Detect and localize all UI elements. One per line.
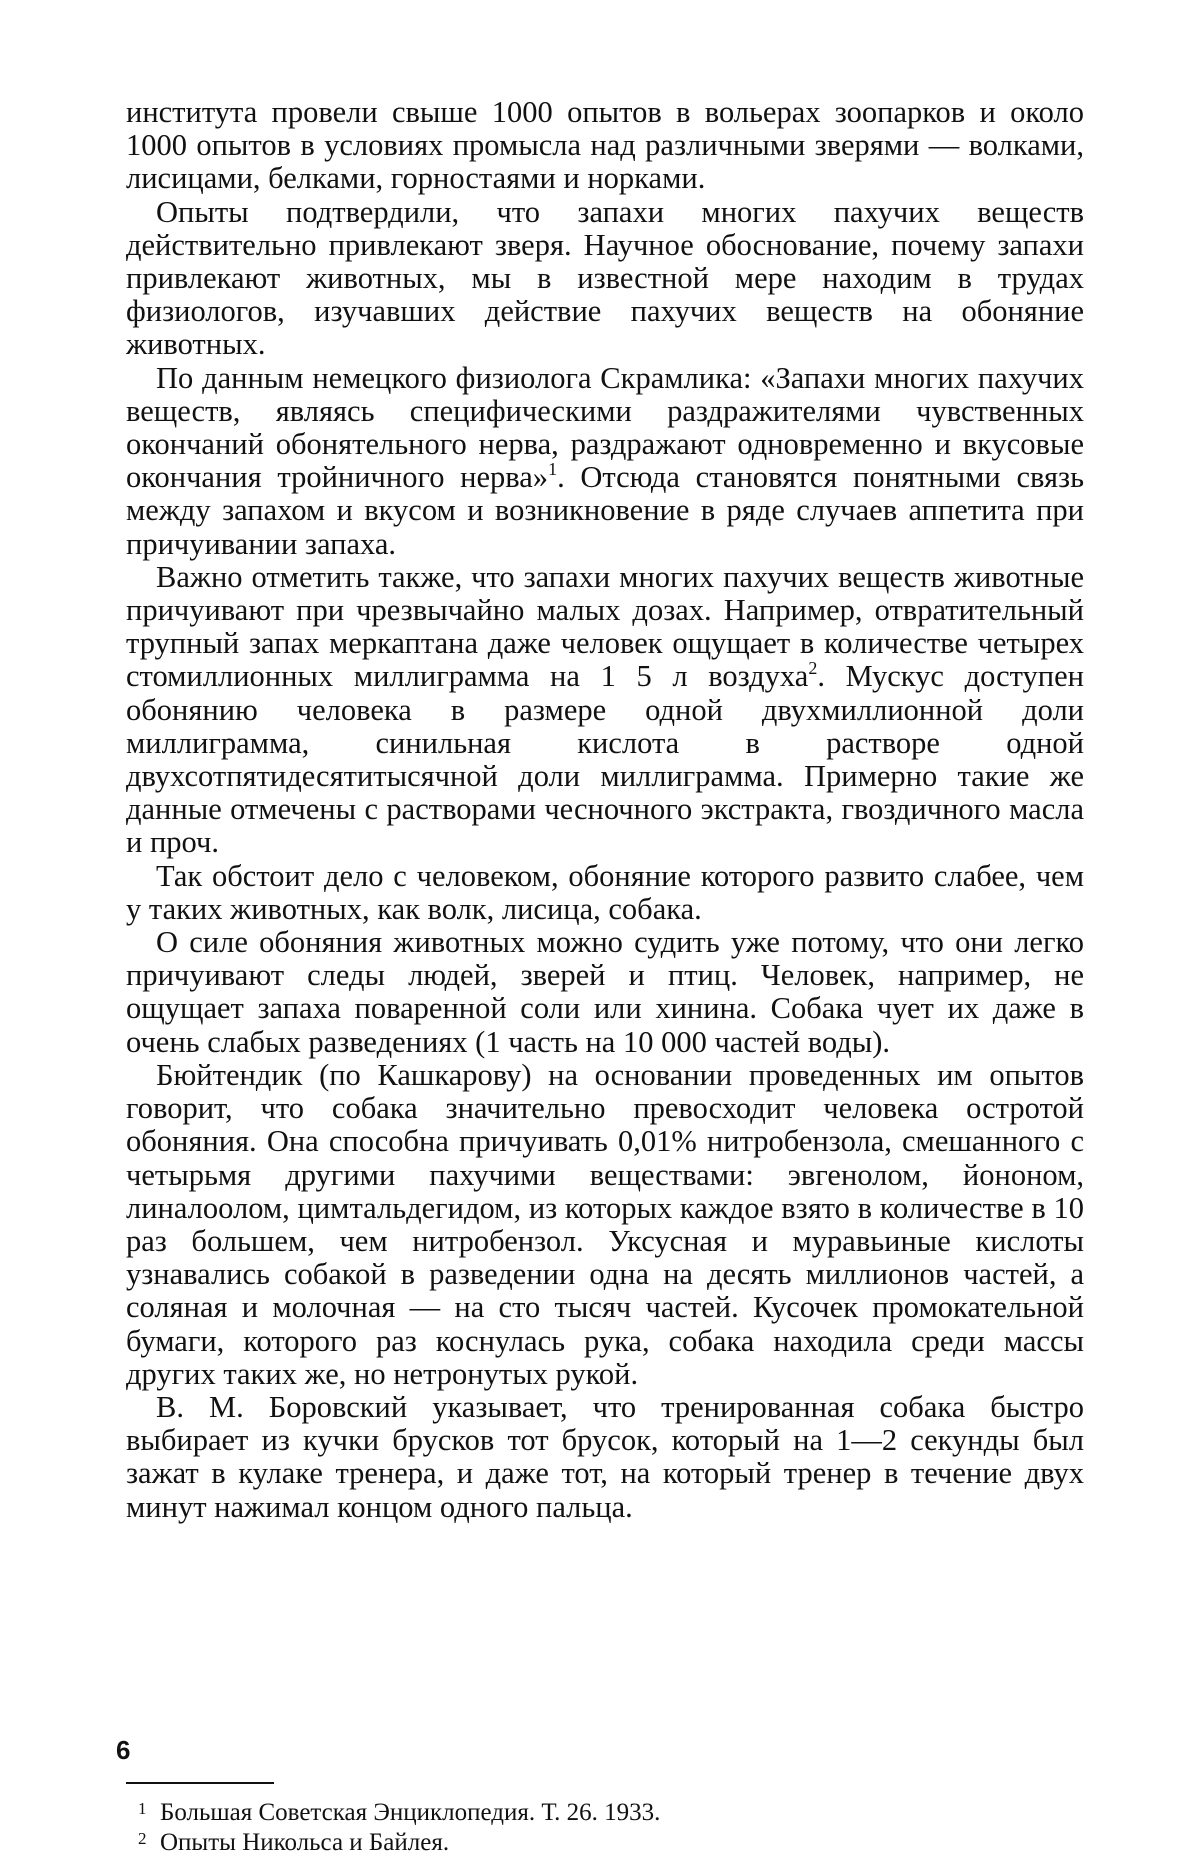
- paragraph-2: Опыты подтвердили, что запахи многих пахучих веществ действительно привлекают зверя. Научное обоснование, почему запахи привлекают животных, мы в известной мере находим в трудах физиологов, изучавших действие пахучих веществ на обоняние животных.: [126, 194, 1084, 362]
- paragraph-4-tail: . Мускус доступен обонянию человека в размере одной двухмиллионной доли миллиграмма, синильная кислота в растворе одной двухсотпятидесятитысячной доли миллиграмма. Примерно такие же данные отмечены с растворами чесночного экстракта, гвоздичного масла и проч.: [126, 659, 1084, 860]
- paragraph-5: Так обстоит дело с человеком, обоняние которого развито слабее, чем у таких животных, как волк, лисица, собака.: [126, 858, 1084, 926]
- page-body: [126, 96, 1084, 1524]
- footnotes: [126, 1798, 1086, 1858]
- paragraph-3-tail: . Отсюда становятся понятными связь между запахом и вкусом и возникновение в ряде случаев аппетита при причуивании запаха.: [126, 460, 1084, 561]
- paragraph-6: О силе обоняния животных можно судить уже потому, что они легко причуивают следы людей, зверей и птиц. Человек, например, не ощущает запаха поваренной соли или хинина. Собака чует их даже в очень слабых разведениях (1 часть на 10 000 частей воды).: [126, 925, 1084, 1059]
- paragraph-8: В. М. Боровский указывает, что тренированная собака быстро выбирает из кучки брусков тот брусок, который на 1—2 секунды был зажат в кулаке тренера, и даже тот, на который тренер в течение двух минут нажимал концом одного пальца.: [126, 1389, 1084, 1524]
- footnote-2: [138, 1828, 1086, 1858]
- footnote-2-text: Опыты Никольса и Байлея.: [160, 1829, 450, 1856]
- footnote-divider: [126, 1782, 274, 1784]
- footnote-1: [138, 1798, 1086, 1828]
- paragraph-3: [126, 362, 1084, 561]
- footnote-ref-1[interactable]: 1: [548, 459, 558, 480]
- footnote-mark-1: 1: [138, 1799, 147, 1818]
- page-number: 6: [116, 1735, 131, 1765]
- paragraph-3-text: По данным немецкого физиолога Скрамлика: «Запахи многих пахучих веществ, являясь специфическими раздражителями чувственных окончаний обонятельного нерва, раздражают одновременно и вкусовые окончания тройничного нерва»: [126, 360, 1084, 495]
- paragraph-4: [126, 561, 1084, 860]
- footnote-ref-2[interactable]: 2: [808, 658, 818, 679]
- footnote-1-text: Большая Советская Энциклопедия. Т. 26. 1933.: [160, 1799, 661, 1826]
- paragraph-7: Бюйтендик (по Кашкарову) на основании проведенных им опытов говорит, что собака значительно превосходит человека остротой обоняния. Она способна причуивать 0,01% нитробензола, смешанного с четырьмя другими пахучими веществами: эвгенолом, йононом, линалоолом, цимтальдегидом, из которых каждое взято в количестве в 10 раз большем, чем нитробензол. Уксусная и муравьиные кислоты узнавались собакой в разведении одна на десять миллионов частей, а соляная и молочная — на сто тысяч частей. Кусочек промокательной бумаги, которого раз коснулась рука, собака находила среди массы других таких же, но нетронутых рукой.: [126, 1057, 1084, 1391]
- footnote-mark-2: 2: [138, 1829, 147, 1848]
- paragraph-4-text: Важно отметить также, что запахи многих пахучих веществ животные причуивают при чрезвычайно малых дозах. Например, отвратительный трупный запах меркаптана даже человек ощущает в количестве четырех стомиллионных миллиграмма на 1 5 л воздуха: [126, 559, 1084, 694]
- paragraph-1: института провели свыше 1000 опытов в вольерах зоопарков и около 1000 опытов в условиях промысла над различными зверями — волками, лисицами, белками, горностаями и норками.: [126, 95, 1084, 196]
